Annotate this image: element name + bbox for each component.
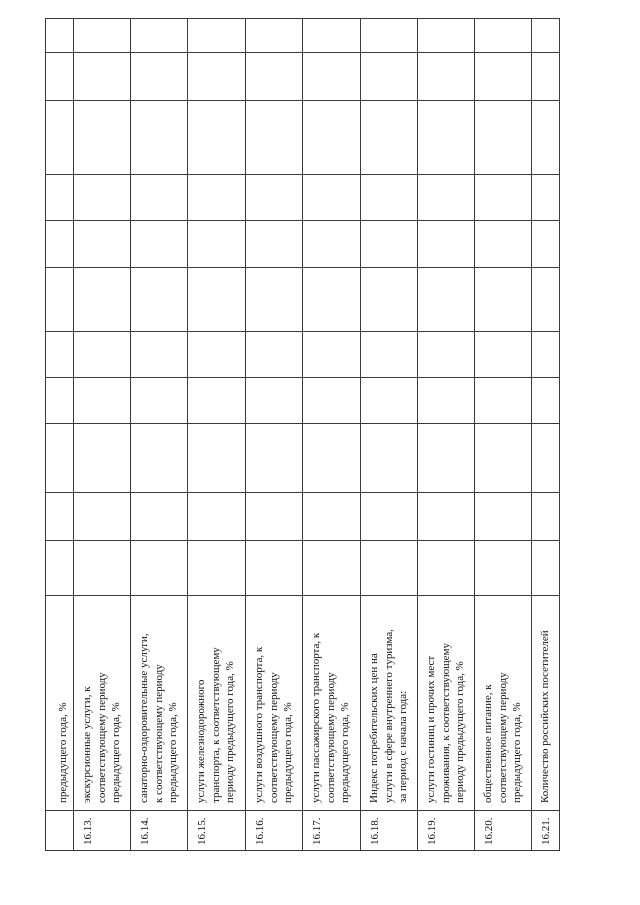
row-divider xyxy=(73,18,74,851)
indicator-text: предыдущего года, % xyxy=(57,702,69,803)
row-divider xyxy=(360,18,361,851)
column-divider xyxy=(45,267,560,268)
row-divider xyxy=(245,18,246,851)
column-divider xyxy=(45,174,560,175)
row-number: 16.16. xyxy=(254,817,266,845)
column-divider xyxy=(45,100,560,101)
indicator-text: услуги пассажирского транспорта, к соответствующему периоду предыдущего года, % xyxy=(310,632,351,803)
row-divider xyxy=(531,18,532,851)
indicator-text: услуги железнодорожного транспорта, к соответствующему периоду предыдущего года, % xyxy=(195,647,236,803)
row-divider xyxy=(474,18,475,851)
indicator-text: услуги гостиниц и прочих мест проживания, к соответствующему периоду предыдущего года, % xyxy=(425,643,466,803)
indicator-text: Количество российских посетителей xyxy=(539,630,551,803)
row-number: 16.14. xyxy=(139,817,151,845)
column-divider xyxy=(45,595,560,596)
column-divider xyxy=(45,810,560,811)
table-border-left xyxy=(45,18,46,851)
row-number: 16.20. xyxy=(483,817,495,845)
indicator-text: санаторно-оздоровительные услуги, к соответствующему периоду предыдущего года, % xyxy=(138,633,179,803)
column-divider xyxy=(45,52,560,53)
column-divider xyxy=(45,220,560,221)
column-divider xyxy=(45,331,560,332)
row-divider xyxy=(130,18,131,851)
row-divider xyxy=(187,18,188,851)
row-number: 16.15. xyxy=(196,817,208,845)
indicator-text: экскурсионные услуги, к соответствующему периоду предыдущего года, % xyxy=(81,672,122,803)
table-border-bottom xyxy=(45,850,560,851)
table-border-top xyxy=(45,18,560,19)
row-number: 16.21. xyxy=(540,817,552,845)
column-divider xyxy=(45,540,560,541)
indicator-text: общественное питание, к соответствующему периоду предыдущего года, % xyxy=(482,672,523,803)
row-number: 16.13. xyxy=(82,817,94,845)
column-divider xyxy=(45,492,560,493)
column-divider xyxy=(45,423,560,424)
row-number: 16.18. xyxy=(369,817,381,845)
indicator-text: Индекс потребительских цен на услуги в сфере внутреннего туризма, за период с начала года: xyxy=(368,629,409,803)
table-border-right xyxy=(559,18,560,851)
row-divider xyxy=(417,18,418,851)
row-number: 16.19. xyxy=(426,817,438,845)
column-divider xyxy=(45,377,560,378)
row-divider xyxy=(302,18,303,851)
row-number: 16.17. xyxy=(311,817,323,845)
indicator-text: услуги воздушного транспорта, к соответствующему периоду предыдущего года, % xyxy=(253,646,294,803)
